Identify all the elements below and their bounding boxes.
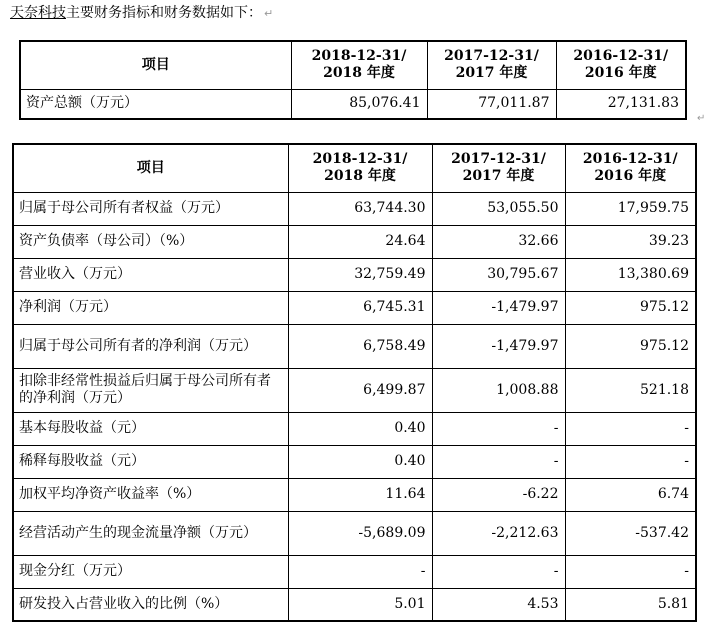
value-2017: 77,011.87 (427, 89, 556, 119)
row-label: 净利润（万元） (13, 291, 288, 324)
table-row (13, 192, 696, 225)
total-assets-table (19, 40, 687, 120)
value-2016: 13,380.69 (565, 258, 696, 291)
value-2017: - (432, 412, 565, 445)
header-2018: 2018-12-31/ 2018 年度 (291, 41, 427, 89)
value-2017: -1,479.97 (432, 324, 565, 368)
value-2016: 39.23 (565, 225, 696, 258)
row-label: 归属于母公司所有者的净利润（万元） (13, 324, 288, 368)
value-2018: 32,759.49 (288, 258, 432, 291)
value-2016: 27,131.83 (556, 89, 686, 119)
row-label: 研发投入占营业收入的比例（%） (13, 588, 288, 621)
header-2016: 2016-12-31/ 2016 年度 (556, 41, 686, 89)
row-label: 营业收入（万元） (13, 258, 288, 291)
table-row (20, 89, 686, 119)
table-row (13, 225, 696, 258)
value-2017: -6.22 (432, 478, 565, 511)
value-2018: 0.40 (288, 412, 432, 445)
value-2017: - (432, 555, 565, 588)
header-item: 项目 (20, 41, 291, 89)
value-2017: -2,212.63 (432, 511, 565, 555)
value-2017: -1,479.97 (432, 291, 565, 324)
value-2018: 85,076.41 (291, 89, 427, 119)
value-2016: 521.18 (565, 368, 696, 412)
row-label: 基本每股收益（元） (13, 412, 288, 445)
value-2017: 53,055.50 (432, 192, 565, 225)
paragraph-mark-icon: ↵ (697, 113, 706, 124)
table-header-row (13, 144, 696, 192)
value-2016: - (565, 412, 696, 445)
value-2017: 30,795.67 (432, 258, 565, 291)
value-2018: 6,758.49 (288, 324, 432, 368)
row-label: 归属于母公司所有者权益（万元） (13, 192, 288, 225)
value-2016: 6.74 (565, 478, 696, 511)
value-2016: 17,959.75 (565, 192, 696, 225)
table-row (13, 324, 696, 368)
table-row (13, 445, 696, 478)
table-row (13, 511, 696, 555)
value-2018: 63,744.30 (288, 192, 432, 225)
table-row (13, 258, 696, 291)
intro-text (10, 4, 273, 23)
table-header-row (20, 41, 686, 89)
company-name: 天奈科技 (10, 5, 66, 21)
table-row (13, 478, 696, 511)
value-2016: - (565, 445, 696, 478)
value-2018: 5.01 (288, 588, 432, 621)
value-2017: - (432, 445, 565, 478)
value-2018: 0.40 (288, 445, 432, 478)
value-2017: 1,008.88 (432, 368, 565, 412)
value-2018: 11.64 (288, 478, 432, 511)
row-label: 扣除非经常性损益后归属于母公司所有者的净利润（万元） (13, 368, 288, 412)
table-row (13, 368, 696, 412)
value-2018: - (288, 555, 432, 588)
table-row (13, 291, 696, 324)
intro-description: 主要财务指标和财务数据如下： (66, 5, 262, 21)
value-2016: -537.42 (565, 511, 696, 555)
paragraph-mark-icon: ↵ (264, 7, 274, 20)
value-2016: 975.12 (565, 291, 696, 324)
header-2017: 2017-12-31/ 2017 年度 (427, 41, 556, 89)
header-2017: 2017-12-31/ 2017 年度 (432, 144, 565, 192)
financial-indicators-table (12, 143, 697, 622)
row-label: 加权平均净资产收益率（%） (13, 478, 288, 511)
value-2018: 6,499.87 (288, 368, 432, 412)
value-2016: - (565, 555, 696, 588)
header-2016: 2016-12-31/ 2016 年度 (565, 144, 696, 192)
header-2018: 2018-12-31/ 2018 年度 (288, 144, 432, 192)
value-2016: 975.12 (565, 324, 696, 368)
row-label: 现金分红（万元） (13, 555, 288, 588)
value-2018: -5,689.09 (288, 511, 432, 555)
row-label: 资产总额（万元） (20, 89, 291, 119)
value-2018: 24.64 (288, 225, 432, 258)
value-2018: 6,745.31 (288, 291, 432, 324)
table-row (13, 555, 696, 588)
row-label: 资产负债率（母公司）（%） (13, 225, 288, 258)
value-2017: 32.66 (432, 225, 565, 258)
row-label: 经营活动产生的现金流量净额（万元） (13, 511, 288, 555)
row-label: 稀释每股收益（元） (13, 445, 288, 478)
table-row (13, 588, 696, 621)
table-row (13, 412, 696, 445)
header-item: 项目 (13, 144, 288, 192)
value-2016: 5.81 (565, 588, 696, 621)
value-2017: 4.53 (432, 588, 565, 621)
